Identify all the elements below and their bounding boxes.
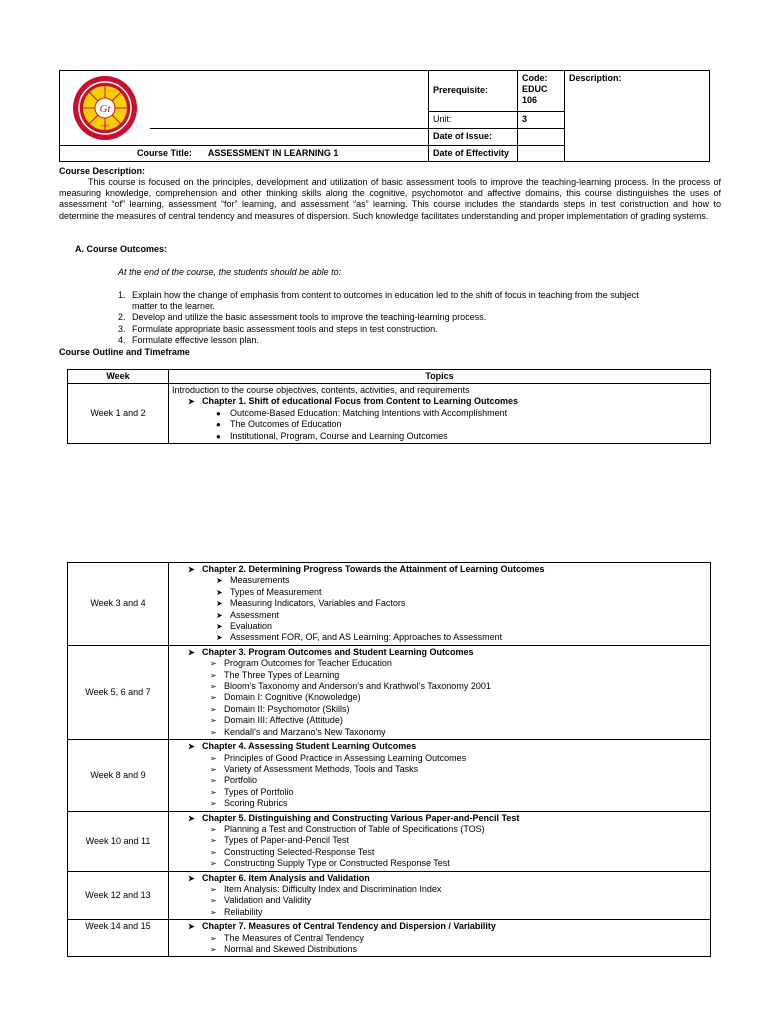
outcomes-list [118,290,639,346]
topics-cell: ➤ Chapter 2. Determining Progress Towards the Attainment of Learning Outcomes ➤ Measurements ➤ Types of Measurement ➤ Measuring Indicators, Variables and Factors ➤ Assessment ➤ Evaluation ➤ Assessment FOR, OF, and AS Learning: Approaches to Assessment [169,563,711,646]
outcomes-intro: At the end of the course, the students should be able to: [118,267,342,277]
col-week-header: Week [68,370,169,384]
description-label: Description: [565,71,710,162]
outcome-item: 3. Formulate appropriate basic assessment tools and steps in test construction. [118,323,438,334]
blank-cell-2 [150,128,429,145]
date-effect-label: Date of Effectivity [429,146,518,162]
blank-cell [150,71,429,129]
table-row [68,811,711,871]
outcome-item-cont: matter to the learner. [132,301,216,312]
topics-cell: ➤ Chapter 6. Item Analysis and Validation ➢ Item Analysis: Difficulty Index and Discrimination Index ➢ Validation and Validity ➢ Reliability [169,871,711,920]
svg-text:1991: 1991 [100,123,110,128]
week-cell: Week 14 and 15 [68,920,169,957]
course-description-text: This course is focused on the principles, development and utilization of basic assessment tools to improve the teaching-learning process. In the process of measuring knowledge, comprehension and other thinking skills along the cognitive, psychomotor and affective domains, this course distinguishes the uses of assessment “of” learning, assessment “for” learning, and assessment “as” learning. This course includes the standards steps in test construction and how to determine the measures of central tendency and measures of dispersion. Such knowledge facilitates understanding and proper implementation of grading systems. [59,177,721,221]
svg-text:Gt: Gt [99,103,111,115]
week-cell: Week 3 and 4 [68,563,169,646]
week-cell: Week 10 and 11 [68,811,169,871]
unit-label: Unit: [429,111,518,128]
course-title-cell: Course Title: ASSESSMENT IN LEARNING 1 [60,146,429,162]
topics-cell: ➤ Chapter 3. Program Outcomes and Student Learning Outcomes ➢ Program Outcomes for Teacher Education ➢ The Three Types of Learning ➢ Bloom’s Taxonomy and Anderson’s and Krathwol’s Taxonomy 2001 ➢ Domain I: Cognitive (Knowoledge) ➢ Domain II: Psychomotor (Skills) ➢ Domain III: Affective (Attitude) ➢ Kendall’s and Marzano’s New Taxonomy [169,645,711,739]
table-row [68,871,711,920]
date-issue-label: Date of Issue: [429,128,518,145]
date-issue-value [518,128,565,145]
week-cell: Week 5, 6 and 7 [68,645,169,739]
prerequisite-label: Prerequisite: [429,71,518,112]
table-row [68,920,711,957]
course-description-heading: Course Description: [59,166,146,176]
header-table [59,70,710,162]
week-cell: Week 8 and 9 [68,740,169,811]
outcome-item: 2. Develop and utilize the basic assessment tools to improve the teaching-learning process. [118,312,487,323]
unit-value: 3 [518,111,565,128]
topics-cell: ➤ Chapter 4. Assessing Student Learning Outcomes ➢ Principles of Good Practice in Assessing Learning Outcomes ➢ Variety of Assessment Methods, Tools and Tasks ➢ Portfolio ➢ Types of Portfolio ➢ Scoring Rubrics [169,740,711,811]
topics-cell: ➤ Chapter 7. Measures of Central Tendency and Dispersion / Variability ➢ The Measures of Central Tendency ➢ Normal and Skewed Distributions [169,920,711,957]
table-row [68,563,711,646]
outline-table-1 [67,369,711,444]
col-topics-header: Topics [169,370,711,384]
outcome-item: 1. Explain how the change of emphasis from content to outcomes in education led to the shift of focus in teaching from the subject [118,290,639,300]
topics-cell: Introduction to the course objectives, contents, activities, and requirements ➤ Chapter 1. Shift of educational Focus from Content to Learning Outcomes ● Outcome-Based Education: Matching Intentions with Accomplishment ● The Outcomes of Education ● Institutional, Program, Course and Learning Outcomes [169,384,711,444]
code-cell: Code: EDUC 106 [518,71,565,112]
table-row [68,384,711,444]
week-cell: Week 12 and 13 [68,871,169,920]
outcome-item: 4. Formulate effective lesson plan. [118,334,259,345]
date-effect-value [518,146,565,162]
outline-heading: Course Outline and Timeframe [59,347,190,357]
school-seal-logo [65,73,145,143]
outline-table-2 [67,562,711,957]
week-cell: Week 1 and 2 [68,384,169,444]
logo-cell [60,71,151,146]
table-row [68,645,711,739]
outcomes-heading: A. Course Outcomes: [75,244,168,254]
table-row [68,740,711,811]
topics-cell: ➤ Chapter 5. Distinguishing and Constructing Various Paper-and-Pencil Test ➢ Planning a Test and Construction of Table of Specifications (TOS) ➢ Types of Paper-and-Pencil Test ➢ Constructing Selected-Response Test ➢ Constructing Supply Type or Constructed Response Test [169,811,711,871]
